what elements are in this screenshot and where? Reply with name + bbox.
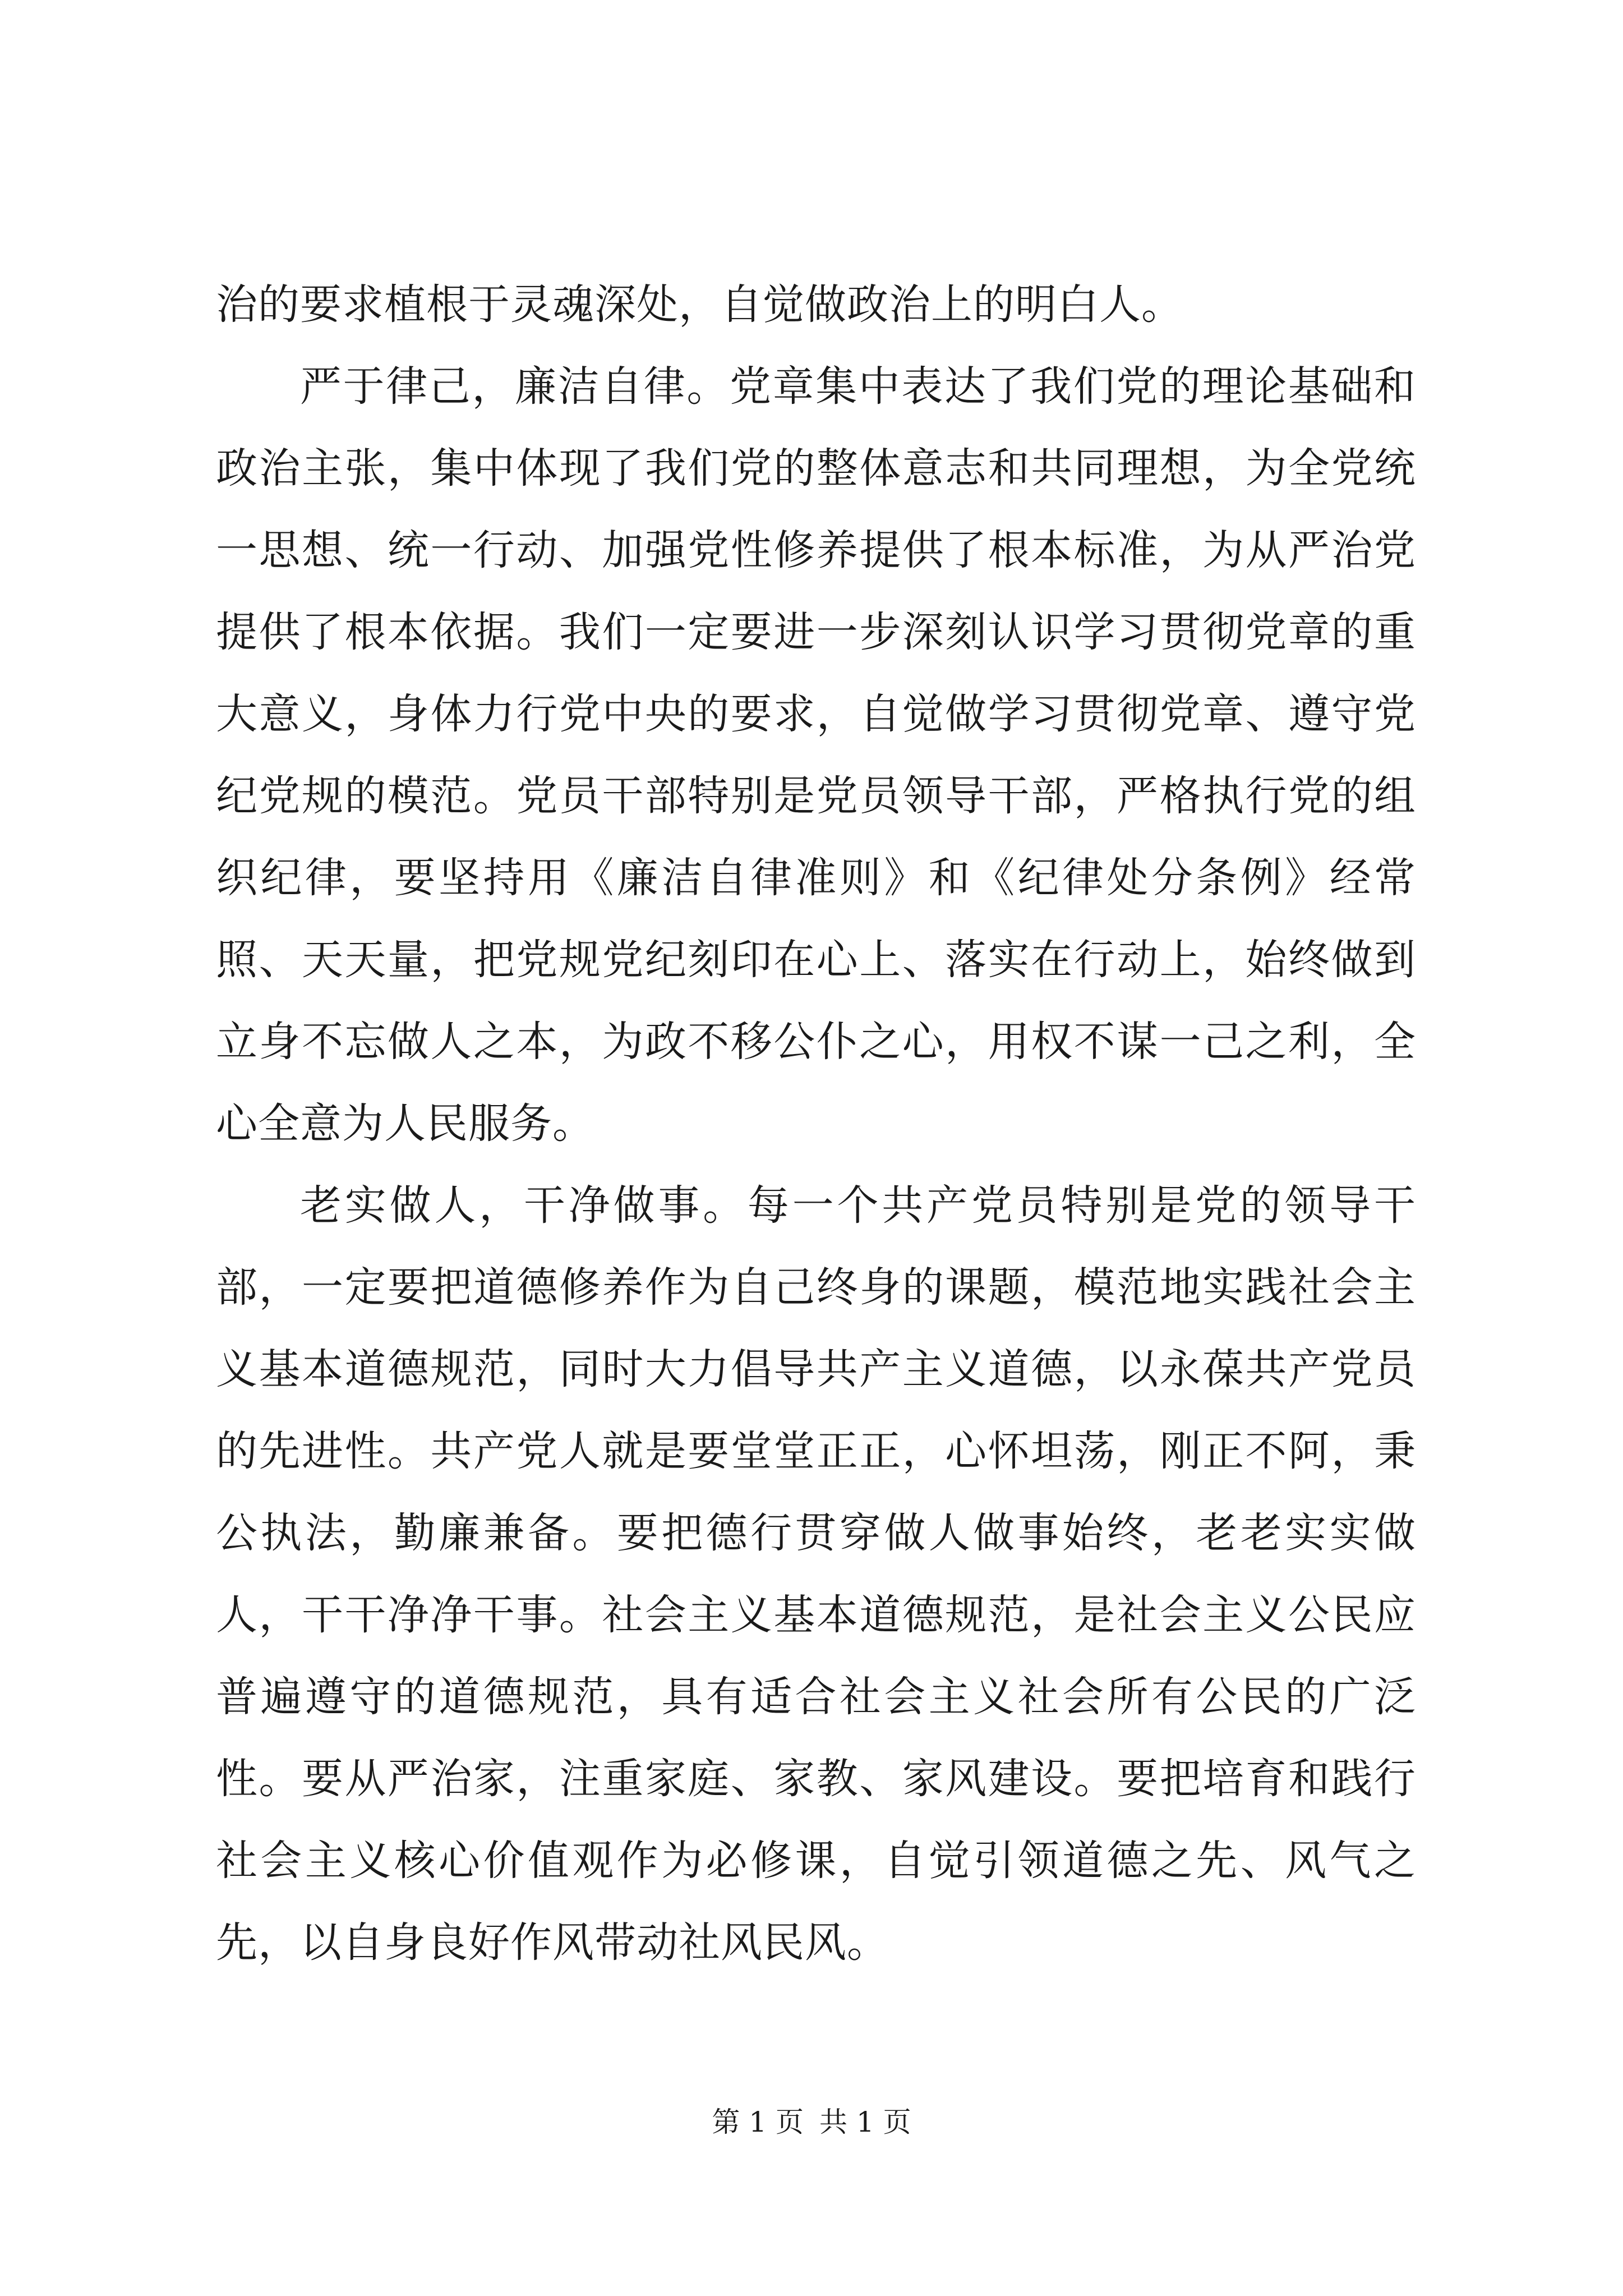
- page-footer: [0, 2102, 1623, 2142]
- paragraph-3: 老实做人，干净做事。每一个共产党员特别是党的领导干部，一定要把道德修养作为自己终身的课题，模范地实践社会主义基本道德规范，同时大力倡导共产主义道德，以永葆共产党员的先进性。共产党人就是要堂堂正正，心怀坦荡，刚正不阿，秉公执法，勤廉兼备。要把德行贯穿做人做事始终，老老实实做人，干干净净干事。社会主义基本道德规范，是社会主义公民应普遍遵守的道德规范，具有适合社会主义社会所有公民的广泛性。要从严治家，注重家庭、家教、家风建设。要把培育和践行社会主义核心价值观作为必修课，自觉引领道德之先、风气之先，以自身良好作风带动社风民风。: [216, 1181, 1416, 1967]
- paragraph-2: 严于律己，廉洁自律。党章集中表达了我们党的理论基础和政治主张，集中体现了我们党的整体意志和共同理想，为全党统一思想、统一行动、加强党性修养提供了根本标准，为从严治党提供了根本依据。我们一定要进一步深刻认识学习贯彻党章的重大意义，身体力行党中央的要求，自觉做学习贯彻党章、遵守党纪党规的模范。党员干部特别是党员领导干部，严格执行党的组织纪律，要坚持用《廉洁自律准则》和《纪律处分条例》经常照、天天量，把党规党纪刻印在心上、落实在行动上，始终做到立身不忘做人之本，为政不移公仆之心，用权不谋一己之利，全心全意为人民服务。: [216, 362, 1416, 1148]
- document-body: [216, 264, 1416, 1984]
- paragraph-1: 治的要求植根于灵魂深处，自觉做政治上的明白人。: [216, 280, 1183, 329]
- page-total: 共 1 页: [819, 2106, 911, 2138]
- page-number: 第 1 页: [712, 2106, 804, 2138]
